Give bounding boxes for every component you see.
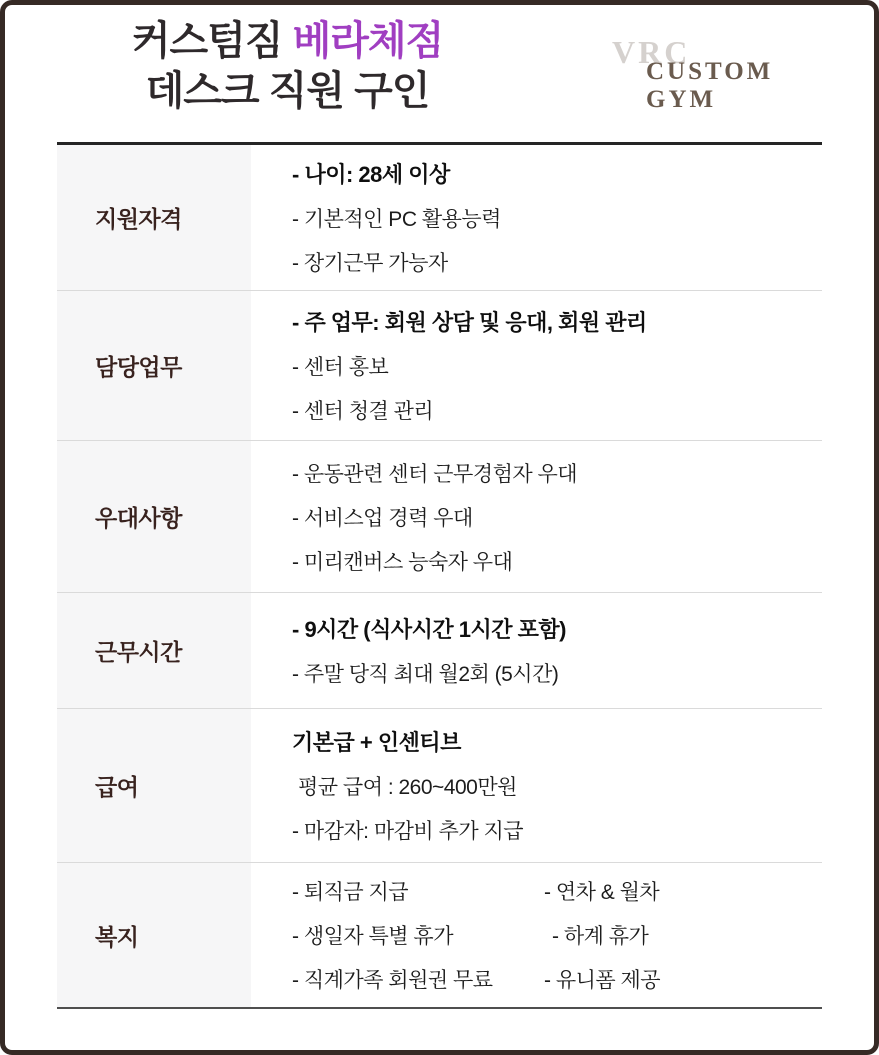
detail-item: - 연차 & 월차 <box>544 881 660 904</box>
benefits-line <box>292 876 812 906</box>
row-label: 담당업무 <box>57 291 251 440</box>
poster-title <box>60 16 515 116</box>
table-row-preferences <box>57 441 822 593</box>
detail-item: - 주말 당직 최대 월2회 (5시간) <box>292 663 559 686</box>
detail-item: - 9시간 (식사시간 1시간 포함) <box>292 617 566 642</box>
benefits-line <box>292 964 812 994</box>
detail-item: - 장기근무 가능자 <box>292 252 448 275</box>
detail-item: - 나이: 28세 이상 <box>292 162 450 187</box>
detail-item: - 마감자: 마감비 추가 지급 <box>292 820 524 843</box>
row-content <box>251 441 822 592</box>
job-spec-table <box>57 142 822 1009</box>
table-row-qualifications <box>57 145 822 291</box>
detail-item: 기본급 + 인센티브 <box>292 730 461 755</box>
table-row-benefits <box>57 863 822 1007</box>
detail-item: - 퇴직금 지급 <box>292 881 409 904</box>
detail-item: - 센터 홍보 <box>292 356 389 379</box>
detail-item: - 기본적인 PC 활용능력 <box>292 208 501 231</box>
row-content <box>251 863 822 1007</box>
row-label: 우대사항 <box>57 441 251 592</box>
title-line2: 데스크 직원 구인 <box>145 69 430 113</box>
row-content <box>251 291 822 440</box>
benefits-line <box>292 920 812 950</box>
detail-item: - 운동관련 센터 근무경험자 우대 <box>292 462 578 486</box>
table-row-working-hours <box>57 593 822 709</box>
detail-item: - 서비스업 경력 우대 <box>292 506 473 530</box>
table-row-duties <box>57 291 822 441</box>
detail-item: 평균 급여 : 260~400만원 <box>298 776 517 799</box>
row-content <box>251 593 822 708</box>
detail-item: - 직계가족 회원권 무료 <box>292 969 493 992</box>
row-label: 지원자격 <box>57 145 251 290</box>
vrc-custom-gym-logo <box>600 32 830 117</box>
title-line1-accent: 베라체점 <box>292 19 444 63</box>
detail-item: - 센터 청결 관리 <box>292 400 434 423</box>
logo-back-text: VRC <box>612 34 691 70</box>
title-line1-main: 커스텀짐 <box>131 19 293 63</box>
title-line1 <box>60 16 515 66</box>
row-content <box>251 145 822 290</box>
table-row-salary <box>57 709 822 863</box>
logo-word-custom: CUSTOM <box>646 58 774 85</box>
row-label: 급여 <box>57 709 251 862</box>
detail-item: - 생일자 특별 휴가 <box>292 925 453 948</box>
detail-item: - 미리캔버스 능숙자 우대 <box>292 550 513 574</box>
detail-item: - 하계 휴가 <box>552 925 649 948</box>
detail-item: - 주 업무: 회원 상담 및 응대, 회원 관리 <box>292 310 647 335</box>
row-label: 복지 <box>57 863 251 1007</box>
row-content <box>251 709 822 862</box>
row-label: 근무시간 <box>57 593 251 708</box>
detail-item: - 유니폼 제공 <box>544 969 661 992</box>
logo-word-gym: GYM <box>646 86 717 113</box>
